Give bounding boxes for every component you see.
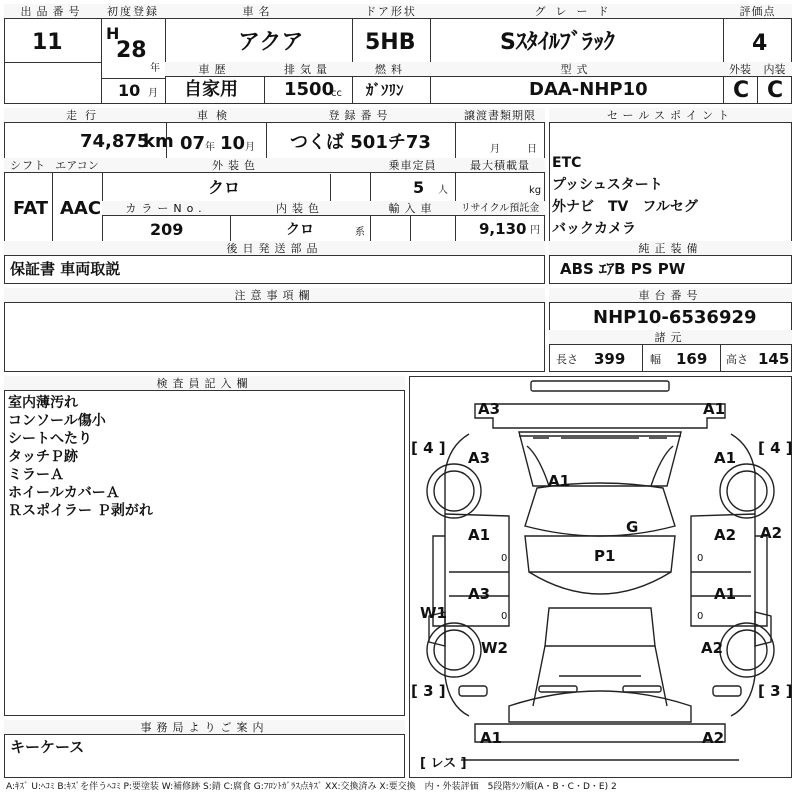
inspector-note: 室内薄汚れ [8,395,78,411]
int-color-label: 内装色 [230,201,370,216]
int-grade: C [767,78,784,103]
inspection-month: 10 [220,133,246,154]
mark-roof: A1 [548,472,571,490]
fuel-label: 燃料 [352,62,430,77]
first-reg-year: 28 [116,38,147,63]
sales-point-item: ETC [552,155,582,171]
shift-label: シフト [4,158,52,173]
lot-no: 11 [32,30,63,55]
car-name-label: 車名 [165,4,352,19]
tire-front-right: [ 3 ] [758,682,793,700]
mark-qtr-left: A3 [468,449,491,467]
plate-label: 登録番号 [266,108,455,123]
recycle-fee: 9,130 [479,220,527,238]
mark-fender-left: W2 [481,639,508,657]
office-label: 事務局よりご案内 [4,720,405,735]
fuel: ｶﾞｿﾘﾝ [366,81,404,99]
model-code: DAA-NHP10 [529,79,648,100]
import-label: 輸入車 [370,201,455,216]
equipment: ABS ｴｱB PS PW [560,260,686,278]
notes-label: 注意事項欄 [4,288,545,303]
mileage: 74,875 [80,131,150,152]
inspection-year-unit: 年 [205,142,215,153]
mark-side-right: A2 [760,524,783,542]
tire-rear-left: [ 4 ] [411,439,446,457]
month-unit: 月 [148,88,158,99]
ext-label: 外装 [723,62,757,77]
inspector-note: コンソール傷小 [8,413,106,429]
width-label: 幅 [650,353,661,366]
ext-color-label: 外装色 [102,158,370,173]
mark-front-right: A2 [702,729,725,747]
width: 169 [676,350,708,368]
inspector-note: Ｒスポイラー Ｐ剥がれ [8,503,153,519]
ext-grade: C [733,78,750,103]
grade-label: グレード [430,4,723,19]
sales-point-item: プッシュスタート [552,177,663,193]
mark-zero: 0 [501,553,508,564]
chassis-label: 車台番号 [549,288,792,303]
mark-zero: 0 [697,611,704,622]
height-label: 高さ [726,353,748,366]
recycle-unit: 円 [530,225,540,236]
mileage-label: 走行 [4,108,166,123]
mark-rear-door-right: A2 [714,526,737,544]
transfer-month: 月 [490,144,500,155]
color-no-label: カラーNo. [102,201,230,216]
transfer-day: 日 [527,144,537,155]
inspector-note: ホイールカバーＡ [8,485,120,501]
score-label: 評価点 [723,4,792,19]
shift: FAT [13,198,49,219]
car-name: アクア [238,30,304,55]
plate-number: つくば 501チ73 [290,132,431,153]
int-color: クロ [286,222,314,238]
height: 145 [758,350,790,368]
int-color-suffix: 系 [355,227,365,238]
first-reg-month: 10 [118,81,141,100]
sales-point-item: 外ナビ TV フルセグ [552,199,698,215]
ext-color: クロ [208,178,241,197]
mark-glass: G [626,518,639,536]
int-label: 内装 [757,62,792,77]
transfer-label: 譲渡書類期限 [455,108,545,123]
color-no: 209 [150,220,184,239]
tire-rear-right: [ 4 ] [758,439,793,457]
legend: A:ｷｽﾞ U:ﾍｺﾐ B:ｷｽﾞを伴うﾍｺﾐ P:要塗装 W:補修跡 S:錆 C:腐食 G:ﾌﾛﾝﾄｶﾞﾗｽ点ｷｽﾞ XX:交換済み X:要交換 内・外装評価 5段階ﾗﾝｸ順(A・B・C・D・E) 2 [6,782,617,792]
era: H [106,24,120,43]
model-label: 型式 [430,62,723,77]
mark-front-door-left: A3 [468,585,491,603]
cc-unit: cc [331,88,342,99]
history-label: 車歴 [165,62,264,77]
inspector-note: シートへたり [8,431,92,447]
max-load-label: 最大積載量 [455,158,545,173]
inspector-note: タッチＰ跡 [8,449,78,465]
lot-no-label: 出品番号 [4,4,101,19]
displacement-label: 排気量 [264,62,352,77]
mark-front-left: A1 [480,729,503,747]
office-note: キーケース [10,738,85,756]
grade: Sｽﾀｲﾙﾌﾞﾗｯｸ [500,30,615,55]
chassis-number: NHP10-6536929 [593,307,757,328]
mark-zero: 0 [501,611,508,622]
inspection-label: 車検 [166,108,266,123]
ac-label: エアコン [52,158,102,173]
mark-qtr-right: A1 [714,449,737,467]
first-reg-label: 初度登録 [101,4,165,19]
mark-rear-left: A3 [478,400,501,418]
mark-sill-left: W1 [420,604,447,622]
spec-label: 諸元 [549,330,792,345]
history: 自家用 [184,79,238,100]
sales-points-label: セールスポイント [549,108,792,123]
mark-zero: 0 [697,553,704,564]
sales-points-list [552,152,698,240]
spare-tire-status: [ レス ] [420,756,467,771]
door-label: ドア形状 [352,4,430,19]
car-diagram [409,376,792,778]
equipment-label: 純正装備 [549,241,792,256]
mark-rear-right: A1 [703,400,726,418]
mark-roof-center: P1 [594,547,616,565]
door-type: 5HB [365,30,416,55]
mileage-unit: km [143,131,174,152]
later-parts-label: 後日発送部品 [4,241,545,256]
capacity-unit: 人 [438,185,448,196]
sales-point-item: バックカメラ [552,221,636,237]
max-load-unit: kg [529,185,542,196]
capacity-label: 乗車定員 [370,158,455,173]
capacity: 5 [413,178,425,197]
inspector-label: 検査員記入欄 [4,376,405,391]
mark-fender-right: A2 [701,639,724,657]
length-label: 長さ [556,353,578,366]
recycle-label: リサイクル預託金 [455,201,545,216]
inspection-year: 07 [180,133,206,154]
displacement: 1500 [284,79,335,100]
score: 4 [752,31,768,56]
inspector-notes [8,394,153,520]
mark-front-door-right: A1 [714,585,737,603]
mark-rear-door-left: A1 [468,526,491,544]
year-unit: 年 [150,63,160,74]
ac: AAC [60,198,102,219]
inspector-note: ミラーＡ [8,467,64,483]
later-parts: 保証書 車両取説 [10,260,121,278]
inspection-month-unit: 月 [245,142,255,153]
tire-front-left: [ 3 ] [411,682,446,700]
length: 399 [594,350,626,368]
